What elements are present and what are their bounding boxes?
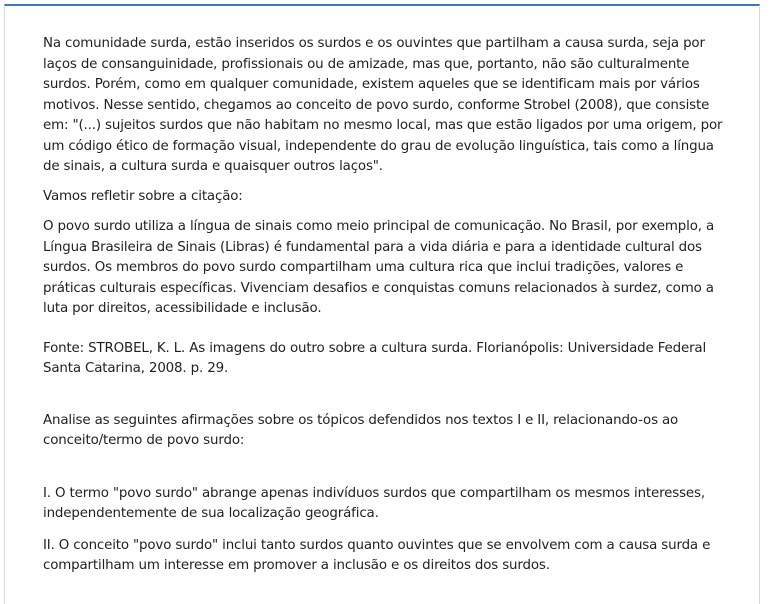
question-card (4, 4, 760, 604)
question-prompt: Analise as seguintes afirmações sobre os tópicos defendidos nos textos I e II, relacionando-os ao conceito/termo de povo surdo: (43, 412, 679, 448)
statement-ii: II. O conceito "povo surdo" inclui tanto surdos quanto ouvintes que se envolvem com a causa surda e compartilham um interesse em promover a inclusão e os direitos dos surdos. (43, 537, 711, 573)
text-ii-paragraph: O povo surdo utiliza a língua de sinais como meio principal de comunicação. No Brasil, por exemplo, a Língua Brasileira de Sinais (Libras) é fundamental para a vida diária e para a identidade cultural dos surdos. Os membros do povo surdo compartilham uma cultura rica que inclui tradições, valores e práticas culturais específicas. Vivenciam desafios e conquistas comuns relacionados à surdez, como a luta por direitos, acessibilidade e inclusão. (43, 219, 715, 316)
statement-i: I. O termo "povo surdo" abrange apenas indivíduos surdos que compartilham os mesmos interesses, independentemente de sua localização geográfica. (43, 485, 705, 521)
intro-paragraph: Na comunidade surda, estão inseridos os surdos e os ouvintes que partilham a causa surda, seja por laços de consanguinidade, profissionais ou de amizade, mas que, portanto, não são culturalmente surdos. Porém, como em qualquer comunidade, existem aqueles que se identificam mais por vários motivos. Nesse sentido, chegamos ao conceito de povo surdo, conforme Strobel (2008), que consiste em: "(...) sujeitos surdos que não habitam no mesmo local, mas que estão ligados por uma origem, por um código ético de formação visual, independente do grau de evolução linguística, tais como a língua de sinais, a cultura surda e quaisquer outros laços". (43, 36, 723, 174)
question-content (43, 34, 733, 577)
reflect-prompt: Vamos refletir sobre a citação: (43, 188, 243, 204)
source-citation: Fonte: STROBEL, K. L. As imagens do outro sobre a cultura surda. Florianópolis: Universidade Federal Santa Catarina, 2008. p. 29. (43, 340, 707, 376)
